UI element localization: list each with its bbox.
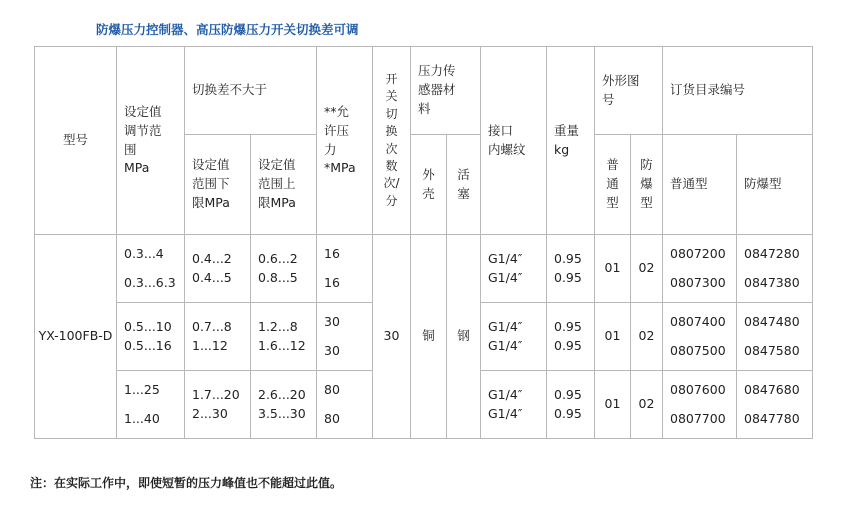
outline-normal-cell: 01 xyxy=(595,371,631,439)
range-cell: 0.5...10 0.5...16 xyxy=(117,303,185,371)
lower-cell: 0.4...2 0.4...5 xyxy=(185,235,251,303)
allow-cell: 80 80 xyxy=(317,371,373,439)
allow-cell: 16 16 xyxy=(317,235,373,303)
weight-cell: 0.95 0.95 xyxy=(547,371,595,439)
outline-ex-cell: 02 xyxy=(631,235,663,303)
header-sensor-material: 压力传 感器材 料 xyxy=(411,47,481,135)
header-port: 接口 内螺纹 xyxy=(481,47,547,235)
header-model: 型号 xyxy=(35,47,117,235)
order-normal-cell: 0807200 0807300 xyxy=(663,235,737,303)
upper-cell: 1.2...8 1.6...12 xyxy=(251,303,317,371)
footnote: 注：在实际工作中，即使短暂的压力峰值也不能超过此值。 xyxy=(30,476,343,490)
weight-cell: 0.95 0.95 xyxy=(547,303,595,371)
header-outline-normal: 普 通 型 xyxy=(595,135,631,235)
outline-normal-cell: 01 xyxy=(595,303,631,371)
order-ex-cell: 0847480 0847580 xyxy=(737,303,813,371)
piston-material-cell: 钢 xyxy=(447,235,481,439)
upper-cell: 2.6...20 3.5...30 xyxy=(251,371,317,439)
header-lower-limit: 设定值 范围下 限MPa xyxy=(185,135,251,235)
header-cycles: 开 关 切 换 次 数 次/ 分 xyxy=(373,47,411,235)
shell-material-cell: 铜 xyxy=(411,235,447,439)
order-normal-cell: 0807600 0807700 xyxy=(663,371,737,439)
header-piston: 活 塞 xyxy=(447,135,481,235)
cycles-cell: 30 xyxy=(373,235,411,439)
outline-normal-cell: 01 xyxy=(595,235,631,303)
port-cell: G1/4″ G1/4″ xyxy=(481,303,547,371)
range-cell: 0.3...4 0.3...6.3 xyxy=(117,235,185,303)
header-range: 设定值 调节范 围 MPa xyxy=(117,47,185,235)
header-outline-ex: 防 爆 型 xyxy=(631,135,663,235)
model-cell: YX-100FB-D xyxy=(35,235,117,439)
header-order-ex: 防爆型 xyxy=(737,135,813,235)
order-ex-cell: 0847680 0847780 xyxy=(737,371,813,439)
order-ex-cell: 0847280 0847380 xyxy=(737,235,813,303)
header-upper-limit: 设定值 范围上 限MPa xyxy=(251,135,317,235)
header-weight: 重量 kg xyxy=(547,47,595,235)
page-title: 防爆压力控制器、高压防爆压力开关切换差可调 xyxy=(96,22,359,37)
range-cell: 1...25 1...40 xyxy=(117,371,185,439)
header-order-number: 订货目录编号 xyxy=(663,47,813,135)
outline-ex-cell: 02 xyxy=(631,371,663,439)
header-outline: 外形图 号 xyxy=(595,47,663,135)
header-shell: 外 壳 xyxy=(411,135,447,235)
header-switch-diff: 切换差不大于 xyxy=(185,47,317,135)
order-normal-cell: 0807400 0807500 xyxy=(663,303,737,371)
table-row xyxy=(35,235,813,303)
lower-cell: 1.7...20 2...30 xyxy=(185,371,251,439)
spec-table xyxy=(34,46,813,439)
outline-ex-cell: 02 xyxy=(631,303,663,371)
weight-cell: 0.95 0.95 xyxy=(547,235,595,303)
allow-cell: 30 30 xyxy=(317,303,373,371)
port-cell: G1/4″ G1/4″ xyxy=(481,235,547,303)
port-cell: G1/4″ G1/4″ xyxy=(481,371,547,439)
header-order-normal: 普通型 xyxy=(663,135,737,235)
upper-cell: 0.6...2 0.8...5 xyxy=(251,235,317,303)
header-allow-pressure: **允 许压 力 *MPa xyxy=(317,47,373,235)
lower-cell: 0.7...8 1...12 xyxy=(185,303,251,371)
